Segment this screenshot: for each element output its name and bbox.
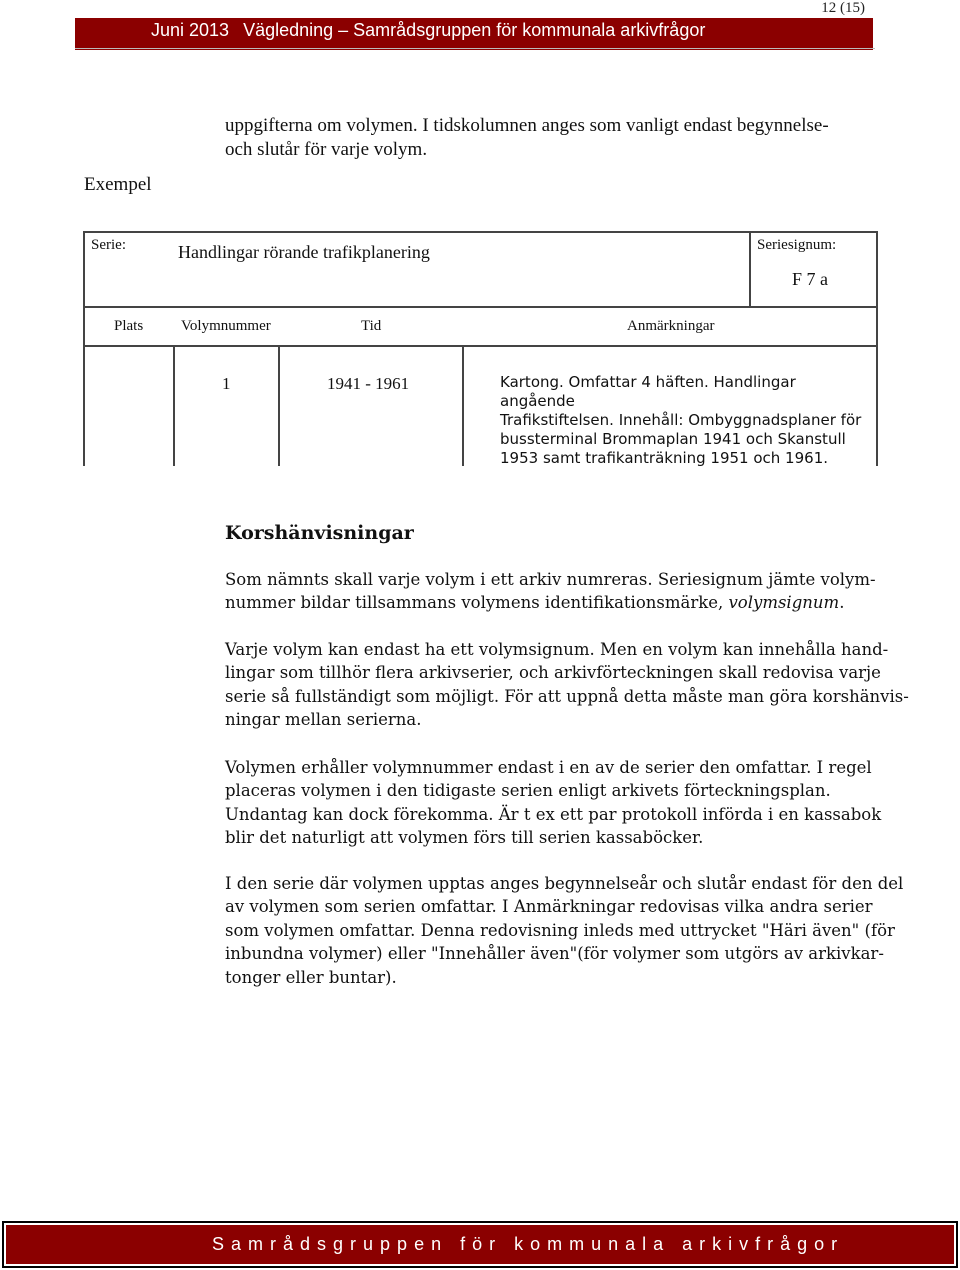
paragraph-2 <box>225 638 909 732</box>
table-column-line <box>83 308 85 466</box>
paragraph-text: nummer bildar tillsammans volymens identifikationsmärke, <box>225 593 729 613</box>
intro-line: och slutår för varje volym. <box>225 139 428 160</box>
paragraph-line: I den serie där volymen upptas anges begynnelseår och slutår endast för den del <box>225 874 904 893</box>
table-column-line <box>278 345 280 466</box>
anmarkning-line: 1953 samt trafikanträkning 1951 och 1961. <box>500 449 829 467</box>
cell-volymnummer: 1 <box>222 374 231 393</box>
header-date: Juni 2013 <box>151 20 230 40</box>
paragraph-3 <box>225 756 882 850</box>
header-rule <box>75 48 875 49</box>
paragraph-line: Undantag kan dock förekomma. Är t ex ett par protokoll införda i en kassabok <box>225 804 882 824</box>
paragraph-line: blir det naturligt att volymen förs till serien kassaböcker. <box>225 828 704 848</box>
seriesignum-value: F 7 a <box>792 269 828 289</box>
table-column-line <box>173 345 175 466</box>
table-column-line <box>876 308 878 466</box>
cell-anmarkningar <box>500 373 872 468</box>
footer-text: Samrådsgruppen för kommunala arkivfrågor <box>212 1234 845 1254</box>
paragraph-line: lingar som tillhör flera arkivserier, och arkivförteckningen skall redovisa varje <box>225 663 881 683</box>
paragraph-line <box>225 591 865 614</box>
paragraph-4 <box>225 872 904 989</box>
serie-label: Serie: <box>91 237 126 253</box>
column-header-tid: Tid <box>361 318 382 334</box>
column-header-plats: Plats <box>114 318 144 334</box>
serie-divider <box>749 231 751 308</box>
paragraph-line: Som nämnts skall varje volym i ett arkiv numreras. Seriesignum jämte volym- <box>225 570 876 589</box>
header-document-title: Vägledning – Samrådsgruppen för kommunala arkivfrågor <box>243 20 706 40</box>
paragraph-1 <box>225 568 876 615</box>
cell-tid: 1941 - 1961 <box>327 374 410 393</box>
paragraph-text: . <box>839 593 845 613</box>
intro-line: uppgifterna om volymen. I tidskolumnen anges som vanligt endast begynnelse- <box>225 115 829 136</box>
paragraph-line: inbundna volymer) eller "Innehåller även"(för volymer som utgörs av arkivkar- <box>225 944 884 964</box>
paragraph-line: tonger eller buntar). <box>225 967 397 987</box>
header-title <box>151 20 705 41</box>
intro-paragraph <box>225 114 865 162</box>
anmarkning-line: Kartong. Omfattar 4 häften. Handlingar angående <box>500 373 796 410</box>
anmarkning-line: bussterminal Brommaplan 1941 och Skanstull <box>500 430 846 448</box>
column-header-volymnummer: Volymnummer <box>181 318 271 334</box>
table-header-rule <box>83 345 878 347</box>
section-heading: Korshänvisningar <box>225 522 414 544</box>
paragraph-line: av volymen som serien omfattar. I Anmärkningar redovisas vilka andra serier <box>225 897 873 917</box>
anmarkning-line: Trafikstiftelsen. Innehåll: Ombyggnadsplaner för <box>500 411 862 429</box>
paragraph-line: ningar mellan serierna. <box>225 710 422 730</box>
paragraph-line: Volymen erhåller volymnummer endast i en av de serier den omfattar. I regel <box>225 758 872 777</box>
paragraph-line: serie så fullständigt som möjligt. För att uppnå detta måste man göra korshänvis- <box>225 686 909 706</box>
example-label: Exempel <box>84 174 152 195</box>
paragraph-line: som volymen omfattar. Denna redovisning inleds med uttrycket "Häri även" (för <box>225 920 895 940</box>
emphasis-volymsignum: volymsignum <box>728 593 840 613</box>
seriesignum-label: Seriesignum: <box>757 237 837 253</box>
paragraph-line: placeras volymen i den tidigaste serien enligt arkivets förteckningsplan. <box>225 781 831 801</box>
page-number: 12 (15) <box>821 0 865 16</box>
table-column-line <box>462 345 464 466</box>
column-header-anmarkningar: Anmärkningar <box>627 318 715 334</box>
serie-value: Handlingar rörande trafikplanering <box>178 242 430 262</box>
paragraph-line: Varje volym kan endast ha ett volymsignum. Men en volym kan innehålla hand- <box>225 640 889 659</box>
